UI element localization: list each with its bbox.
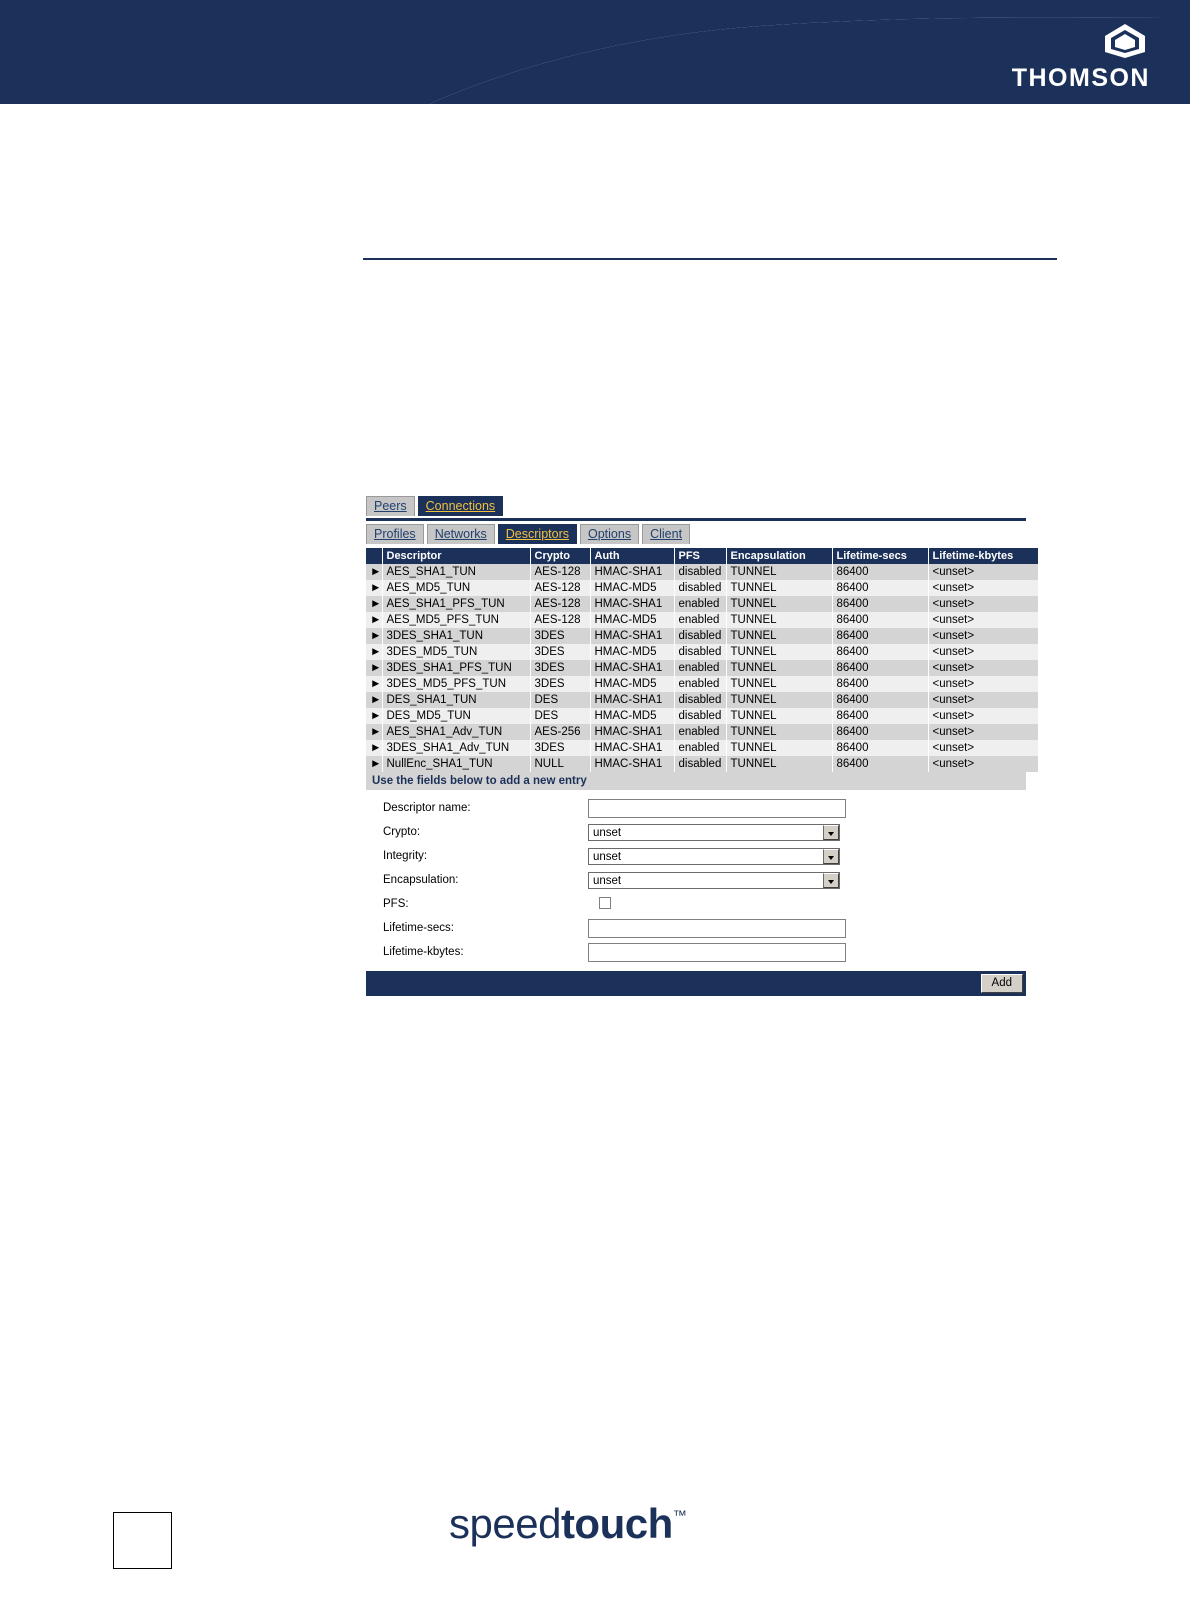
add-button[interactable]: Add: [981, 974, 1023, 993]
cell-lifetime-secs: 86400: [832, 612, 928, 628]
tab-connections[interactable]: Connections: [418, 496, 504, 516]
cell-encapsulation: TUNNEL: [726, 692, 832, 708]
cell-pfs: enabled: [674, 676, 726, 692]
form-row-crypto: [366, 820, 1026, 844]
encapsulation-select-value: unset: [593, 874, 622, 887]
add-entry-banner: Use the fields below to add a new entry: [366, 772, 1026, 790]
label-crypto: Crypto:: [383, 826, 421, 838]
cell-lifetime-secs: 86400: [832, 628, 928, 644]
cell-lifetime-secs: 86400: [832, 564, 928, 580]
form-row-pfs: [366, 892, 1026, 916]
integrity-select-value: unset: [593, 850, 622, 863]
trademark-symbol: ™: [672, 1507, 687, 1523]
row-expand-icon[interactable]: ►: [366, 596, 382, 612]
cell-auth: HMAC-MD5: [590, 644, 674, 660]
cell-auth: HMAC-SHA1: [590, 724, 674, 740]
page-number-box: [113, 1512, 172, 1569]
descriptor-name-input[interactable]: [588, 799, 846, 818]
cell-auth: HMAC-SHA1: [590, 692, 674, 708]
tab-client[interactable]: Client: [642, 524, 690, 544]
cell-lifetime-kbytes: <unset>: [928, 708, 1038, 724]
crypto-select[interactable]: [588, 824, 840, 841]
row-expand-icon[interactable]: ►: [366, 628, 382, 644]
label-lifetime-kbytes: Lifetime-kbytes:: [383, 946, 464, 958]
table-header-row: [366, 548, 1038, 564]
cell-auth: HMAC-SHA1: [590, 628, 674, 644]
cell-encapsulation: TUNNEL: [726, 660, 832, 676]
cell-encapsulation: TUNNEL: [726, 708, 832, 724]
tab-descriptors[interactable]: Descriptors: [498, 524, 577, 544]
cell-crypto: AES-128: [530, 564, 590, 580]
form-row-lifetime-secs: [366, 916, 1026, 940]
table-row[interactable]: [366, 564, 1038, 580]
chevron-down-icon[interactable]: [823, 873, 839, 888]
cell-descriptor: AES_MD5_TUN: [382, 580, 530, 596]
cell-crypto: NULL: [530, 756, 590, 772]
webui-panel: [366, 496, 1026, 996]
cell-pfs: enabled: [674, 724, 726, 740]
column-header-crypto: Crypto: [530, 548, 590, 564]
cell-auth: HMAC-MD5: [590, 676, 674, 692]
integrity-select[interactable]: [588, 848, 840, 865]
cell-lifetime-kbytes: <unset>: [928, 628, 1038, 644]
cell-auth: HMAC-SHA1: [590, 740, 674, 756]
cell-descriptor: AES_SHA1_PFS_TUN: [382, 596, 530, 612]
column-header-encapsulation: Encapsulation: [726, 548, 832, 564]
cell-descriptor: DES_MD5_TUN: [382, 708, 530, 724]
cell-encapsulation: TUNNEL: [726, 564, 832, 580]
cell-lifetime-kbytes: <unset>: [928, 612, 1038, 628]
brand-name: THOMSON: [1011, 64, 1150, 92]
table-row[interactable]: [366, 724, 1038, 740]
table-row[interactable]: [366, 692, 1038, 708]
table-row[interactable]: [366, 676, 1038, 692]
cell-pfs: disabled: [674, 628, 726, 644]
cell-descriptor: 3DES_SHA1_PFS_TUN: [382, 660, 530, 676]
cell-descriptor: 3DES_MD5_TUN: [382, 644, 530, 660]
cell-crypto: AES-128: [530, 596, 590, 612]
cell-crypto: 3DES: [530, 740, 590, 756]
table-row[interactable]: [366, 644, 1038, 660]
encapsulation-select[interactable]: [588, 872, 840, 889]
label-pfs: PFS:: [383, 898, 409, 910]
label-integrity: Integrity:: [383, 850, 428, 862]
column-header-lifetime-secs: Lifetime-secs: [832, 548, 928, 564]
cell-encapsulation: TUNNEL: [726, 628, 832, 644]
cell-crypto: 3DES: [530, 676, 590, 692]
cell-crypto: DES: [530, 692, 590, 708]
cell-lifetime-secs: 86400: [832, 740, 928, 756]
cell-lifetime-kbytes: <unset>: [928, 660, 1038, 676]
cell-auth: HMAC-SHA1: [590, 564, 674, 580]
cell-crypto: 3DES: [530, 644, 590, 660]
form-row-lifetime-kbytes: [366, 940, 1026, 964]
cell-pfs: disabled: [674, 708, 726, 724]
chevron-down-icon[interactable]: [823, 825, 839, 840]
cell-encapsulation: TUNNEL: [726, 580, 832, 596]
row-expand-icon[interactable]: ►: [366, 676, 382, 692]
row-expand-icon[interactable]: ►: [366, 564, 382, 580]
cell-lifetime-kbytes: <unset>: [928, 756, 1038, 772]
table-row[interactable]: [366, 628, 1038, 644]
brand-block: [1012, 22, 1150, 91]
column-header-descriptor: Descriptor: [382, 548, 530, 564]
add-entry-form: [366, 796, 1026, 964]
speedtouch-logo-bold: touch: [560, 1500, 673, 1547]
tab-peers[interactable]: Peers: [366, 496, 415, 516]
main-tab-bar: [366, 496, 1026, 521]
form-row-encapsulation: [366, 868, 1026, 892]
cell-auth: HMAC-SHA1: [590, 756, 674, 772]
cell-encapsulation: TUNNEL: [726, 596, 832, 612]
table-row[interactable]: [366, 740, 1038, 756]
cell-pfs: disabled: [674, 564, 726, 580]
table-row[interactable]: [366, 708, 1038, 724]
cell-lifetime-secs: 86400: [832, 692, 928, 708]
cell-lifetime-secs: 86400: [832, 676, 928, 692]
cell-lifetime-secs: 86400: [832, 580, 928, 596]
cell-descriptor: AES_MD5_PFS_TUN: [382, 612, 530, 628]
cell-descriptor: NullEnc_SHA1_TUN: [382, 756, 530, 772]
cell-descriptor: 3DES_MD5_PFS_TUN: [382, 676, 530, 692]
form-action-bar: [366, 971, 1026, 996]
cell-pfs: disabled: [674, 756, 726, 772]
speedtouch-logo: [449, 1500, 686, 1548]
cell-lifetime-kbytes: <unset>: [928, 596, 1038, 612]
page-header: [0, 0, 1190, 104]
table-row[interactable]: [366, 612, 1038, 628]
row-expand-icon[interactable]: ►: [366, 612, 382, 628]
cell-lifetime-secs: 86400: [832, 724, 928, 740]
column-header-auth: Auth: [590, 548, 674, 564]
row-expand-icon[interactable]: ►: [366, 724, 382, 740]
cell-pfs: enabled: [674, 596, 726, 612]
table-row[interactable]: [366, 580, 1038, 596]
cell-crypto: 3DES: [530, 628, 590, 644]
table-row[interactable]: [366, 596, 1038, 612]
row-expand-icon[interactable]: ►: [366, 580, 382, 596]
cell-lifetime-kbytes: <unset>: [928, 676, 1038, 692]
table-row[interactable]: [366, 756, 1038, 772]
row-expand-icon[interactable]: ►: [366, 740, 382, 756]
column-header-arrow: [366, 548, 382, 564]
chevron-down-icon[interactable]: [823, 849, 839, 864]
tab-profiles[interactable]: Profiles: [366, 524, 424, 544]
cell-crypto: AES-256: [530, 724, 590, 740]
label-descriptor-name: Descriptor name:: [383, 802, 471, 814]
cell-descriptor: AES_SHA1_TUN: [382, 564, 530, 580]
cell-encapsulation: TUNNEL: [726, 740, 832, 756]
cell-pfs: disabled: [674, 692, 726, 708]
section-divider: [363, 258, 1057, 260]
lifetime-kbytes-input[interactable]: [588, 943, 846, 962]
row-expand-icon[interactable]: ►: [366, 644, 382, 660]
cell-encapsulation: TUNNEL: [726, 756, 832, 772]
cell-auth: HMAC-MD5: [590, 708, 674, 724]
cell-lifetime-secs: 86400: [832, 708, 928, 724]
cell-lifetime-secs: 86400: [832, 644, 928, 660]
cell-pfs: disabled: [674, 644, 726, 660]
cell-crypto: AES-128: [530, 580, 590, 596]
row-expand-icon[interactable]: ►: [366, 660, 382, 676]
label-lifetime-secs: Lifetime-secs:: [383, 922, 454, 934]
row-expand-icon[interactable]: ►: [366, 708, 382, 724]
cell-auth: HMAC-SHA1: [590, 660, 674, 676]
cell-pfs: enabled: [674, 740, 726, 756]
cell-pfs: enabled: [674, 660, 726, 676]
row-expand-icon[interactable]: ►: [366, 692, 382, 708]
speedtouch-logo-light: speed: [449, 1500, 561, 1547]
column-header-lifetime-kbytes: Lifetime-kbytes: [928, 548, 1038, 564]
cell-descriptor: 3DES_SHA1_TUN: [382, 628, 530, 644]
cell-crypto: 3DES: [530, 660, 590, 676]
cell-lifetime-secs: 86400: [832, 660, 928, 676]
cell-encapsulation: TUNNEL: [726, 644, 832, 660]
row-expand-icon[interactable]: ►: [366, 756, 382, 772]
cell-lifetime-kbytes: <unset>: [928, 580, 1038, 596]
cell-pfs: disabled: [674, 580, 726, 596]
cell-crypto: DES: [530, 708, 590, 724]
cell-descriptor: DES_SHA1_TUN: [382, 692, 530, 708]
descriptors-table: [366, 548, 1039, 772]
pfs-checkbox[interactable]: [599, 897, 611, 909]
cell-descriptor: AES_SHA1_Adv_TUN: [382, 724, 530, 740]
cell-auth: HMAC-MD5: [590, 612, 674, 628]
crypto-select-value: unset: [593, 826, 622, 839]
cell-auth: HMAC-MD5: [590, 580, 674, 596]
cell-descriptor: 3DES_SHA1_Adv_TUN: [382, 740, 530, 756]
tab-networks[interactable]: Networks: [427, 524, 495, 544]
form-row-descriptor-name: [366, 796, 1026, 820]
cell-crypto: AES-128: [530, 612, 590, 628]
cell-lifetime-secs: 86400: [832, 756, 928, 772]
cell-encapsulation: TUNNEL: [726, 676, 832, 692]
sub-tab-bar: [366, 524, 1026, 544]
label-encapsulation: Encapsulation:: [383, 874, 459, 886]
cell-encapsulation: TUNNEL: [726, 612, 832, 628]
cell-lifetime-kbytes: <unset>: [928, 644, 1038, 660]
table-row[interactable]: [366, 660, 1038, 676]
cell-lifetime-kbytes: <unset>: [928, 692, 1038, 708]
tab-options[interactable]: Options: [580, 524, 639, 544]
lifetime-secs-input[interactable]: [588, 919, 846, 938]
cell-auth: HMAC-SHA1: [590, 596, 674, 612]
form-row-integrity: [366, 844, 1026, 868]
cell-encapsulation: TUNNEL: [726, 724, 832, 740]
column-header-pfs: PFS: [674, 548, 726, 564]
cell-lifetime-secs: 86400: [832, 596, 928, 612]
cell-lifetime-kbytes: <unset>: [928, 740, 1038, 756]
thomson-logo-icon: [1102, 22, 1148, 60]
cell-lifetime-kbytes: <unset>: [928, 724, 1038, 740]
cell-lifetime-kbytes: <unset>: [928, 564, 1038, 580]
cell-pfs: enabled: [674, 612, 726, 628]
